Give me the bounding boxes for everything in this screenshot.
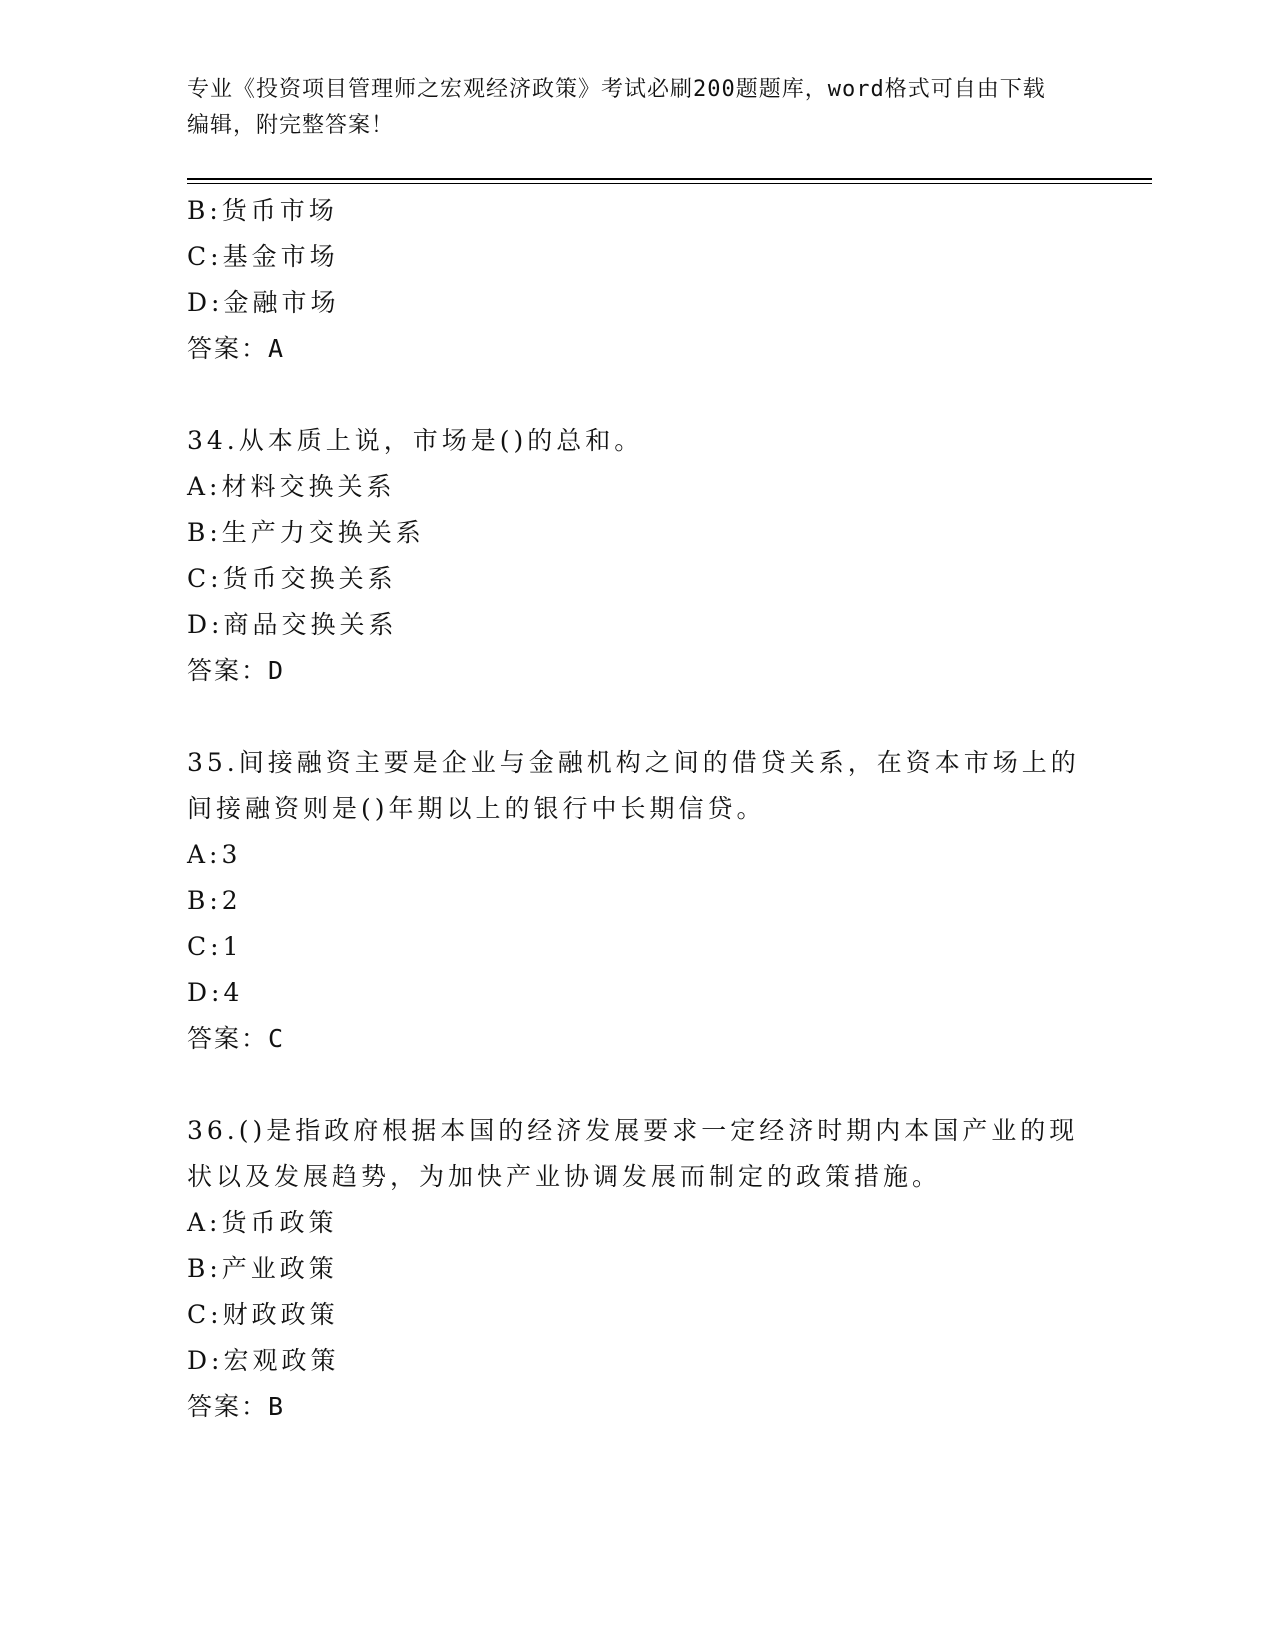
question-block-34	[187, 418, 1087, 694]
option-text: 1	[222, 932, 243, 961]
option-c	[187, 1292, 1087, 1338]
option-d	[187, 602, 1087, 648]
option-text: 货币市场	[221, 196, 338, 225]
option-letter: C:	[187, 564, 223, 593]
question-stem: 35.间接融资主要是企业与金融机构之间的借贷关系，在资本市场上的间接融资则是()年期以上的银行中长期信贷。	[187, 748, 1080, 823]
header-divider	[187, 178, 1152, 180]
option-letter: B:	[187, 518, 222, 547]
option-letter: B:	[187, 196, 222, 225]
option-text: 商品交换关系	[223, 610, 398, 639]
option-text: 3	[221, 840, 242, 869]
option-letter: C:	[187, 242, 223, 271]
question-stem: 36.()是指政府根据本国的经济发展要求一定经济时期内本国产业的现状以及发展趋势，为加快产业协调发展而制定的政策措施。	[187, 1116, 1079, 1191]
option-a	[187, 1200, 1087, 1246]
question-stem: 34.从本质上说，市场是()的总和。	[187, 426, 644, 455]
option-b	[187, 878, 1087, 924]
option-text: 金融市场	[223, 288, 340, 317]
answer-line: 答案：C	[187, 1024, 286, 1053]
option-d	[187, 1338, 1087, 1384]
option-c	[187, 556, 1087, 602]
page-header	[187, 72, 1067, 144]
option-text: 货币交换关系	[222, 564, 397, 593]
option-text: 基金市场	[222, 242, 339, 271]
option-d	[187, 970, 1087, 1016]
header-divider-thin	[187, 183, 1152, 184]
option-letter: D:	[187, 288, 224, 317]
option-letter: A:	[187, 1208, 222, 1237]
header-title: 专业《投资项目管理师之宏观经济政策》考试必刷200题题库，word格式可自由下载编辑，附完整答案！	[187, 77, 1046, 138]
option-letter: B:	[187, 1254, 222, 1283]
option-text: 货币政策	[221, 1208, 338, 1237]
option-b	[187, 188, 1087, 234]
question-block-36	[187, 1108, 1087, 1430]
option-d	[187, 280, 1087, 326]
option-c	[187, 234, 1087, 280]
option-a	[187, 464, 1087, 510]
answer-line: 答案：D	[187, 656, 286, 685]
answer-line: 答案：B	[187, 1392, 286, 1421]
question-block-35	[187, 740, 1087, 1062]
option-letter: D:	[187, 610, 224, 639]
option-letter: B:	[187, 886, 222, 915]
option-b	[187, 510, 1087, 556]
option-text: 材料交换关系	[221, 472, 396, 501]
option-text: 产业政策	[221, 1254, 338, 1283]
option-b	[187, 1246, 1087, 1292]
option-letter: C:	[187, 932, 223, 961]
option-letter: C:	[187, 1300, 223, 1329]
option-letter: D:	[187, 1346, 224, 1375]
option-text: 财政政策	[222, 1300, 339, 1329]
option-c	[187, 924, 1087, 970]
option-a	[187, 832, 1087, 878]
option-letter: A:	[187, 472, 222, 501]
answer-line: 答案：A	[187, 334, 286, 363]
option-text: 生产力交换关系	[221, 518, 425, 547]
option-letter: A:	[187, 840, 222, 869]
question-list	[187, 188, 1087, 1476]
question-block-continued	[187, 188, 1087, 372]
option-text: 宏观政策	[223, 1346, 340, 1375]
option-letter: D:	[187, 978, 224, 1007]
option-text: 4	[223, 978, 244, 1007]
option-text: 2	[221, 886, 242, 915]
